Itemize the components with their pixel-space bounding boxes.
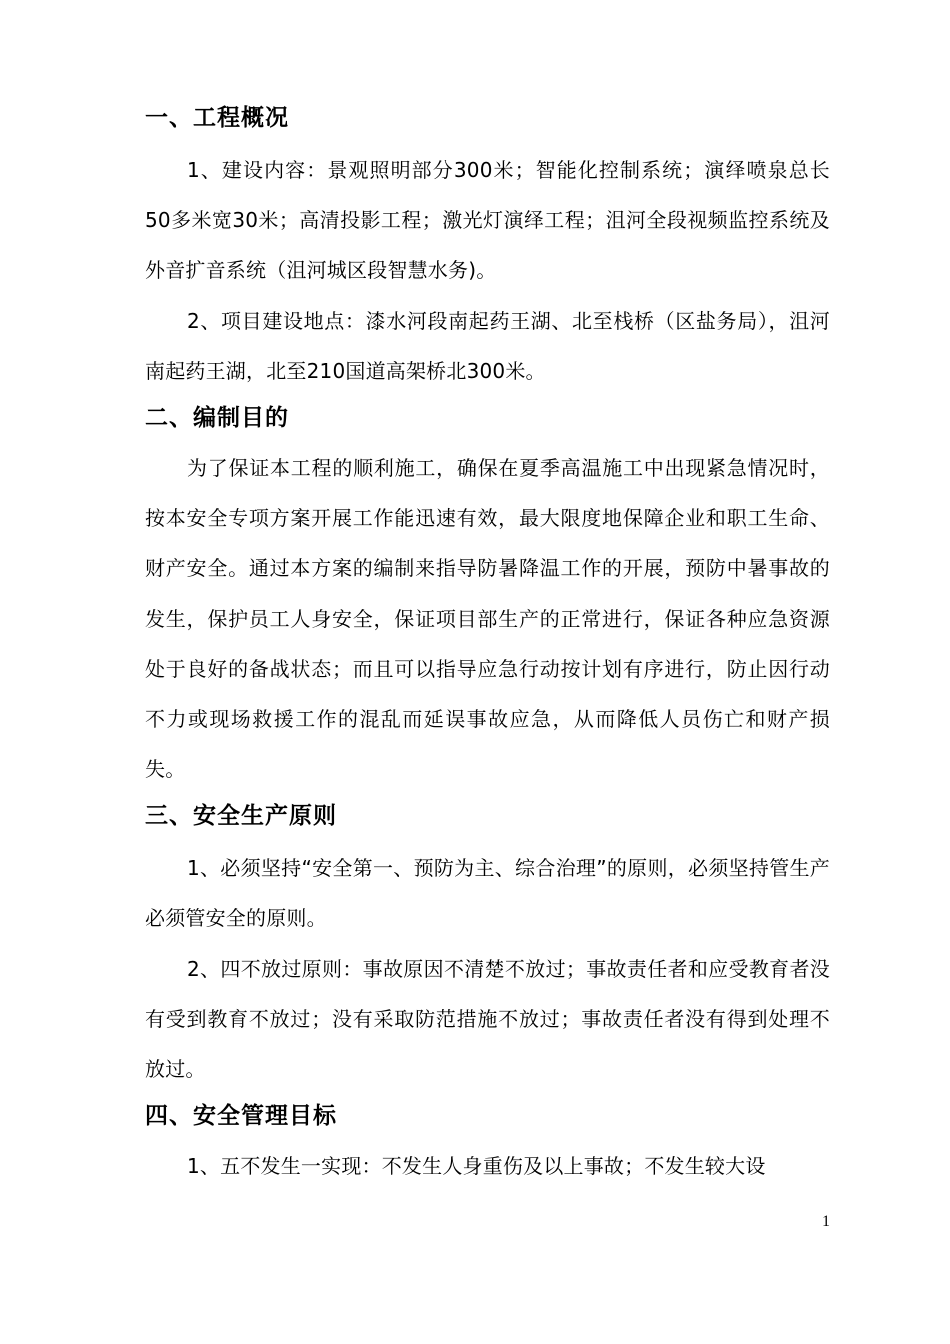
paragraph-project-location: 2、项目建设地点：漆水河段南起药王湖、北至栈桥（区盐务局），沮河南起药王湖，北至210国道高架桥北300米。 (145, 309, 830, 384)
section-heading-safety-principles: 三、安全生产原则 (145, 803, 337, 829)
section-heading-overview: 一、工程概况 (145, 105, 289, 131)
section-heading-safety-goals: 四、安全管理目标 (145, 1103, 337, 1129)
paragraph-safety-first-principle: 1、必须坚持“安全第一、预防为主、综合治理”的原则，必须坚持管生产必须管安全的原则。 (145, 856, 830, 931)
paragraph-four-not-let-go-principle: 2、四不放过原则：事故原因不清楚不放过；事故责任者和应受教育者没有受到教育不放过；没有采取防范措施不放过；事故责任者没有得到处理不放过。 (145, 957, 830, 1082)
page-number: 1 (822, 1213, 830, 1230)
section-heading-purpose: 二、编制目的 (145, 405, 289, 431)
paragraph-purpose: 为了保证本工程的顺利施工，确保在夏季高温施工中出现紧急情况时，按本安全专项方案开展工作能迅速有效，最大限度地保障企业和职工生命、财产安全。通过本方案的编制来指导防暑降温工作的开展，预防中暑事故的发生，保护员工人身安全，保证项目部生产的正常进行，保证各种应急资源处于良好的备战状态；而且可以指导应急行动按计划有序进行，防止因行动不力或现场救援工作的混乱而延误事故应急，从而降低人员伤亡和财产损失。 (145, 456, 830, 782)
paragraph-construction-content: 1、建设内容：景观照明部分300米；智能化控制系统；演绎喷泉总长50多米宽30米；高清投影工程；激光灯演绎工程；沮河全段视频监控系统及外音扩音系统（沮河城区段智慧水务)。 (145, 158, 830, 283)
paragraph-five-no-occurrence: 1、五不发生一实现：不发生人身重伤及以上事故；不发生较大设 (187, 1154, 766, 1178)
